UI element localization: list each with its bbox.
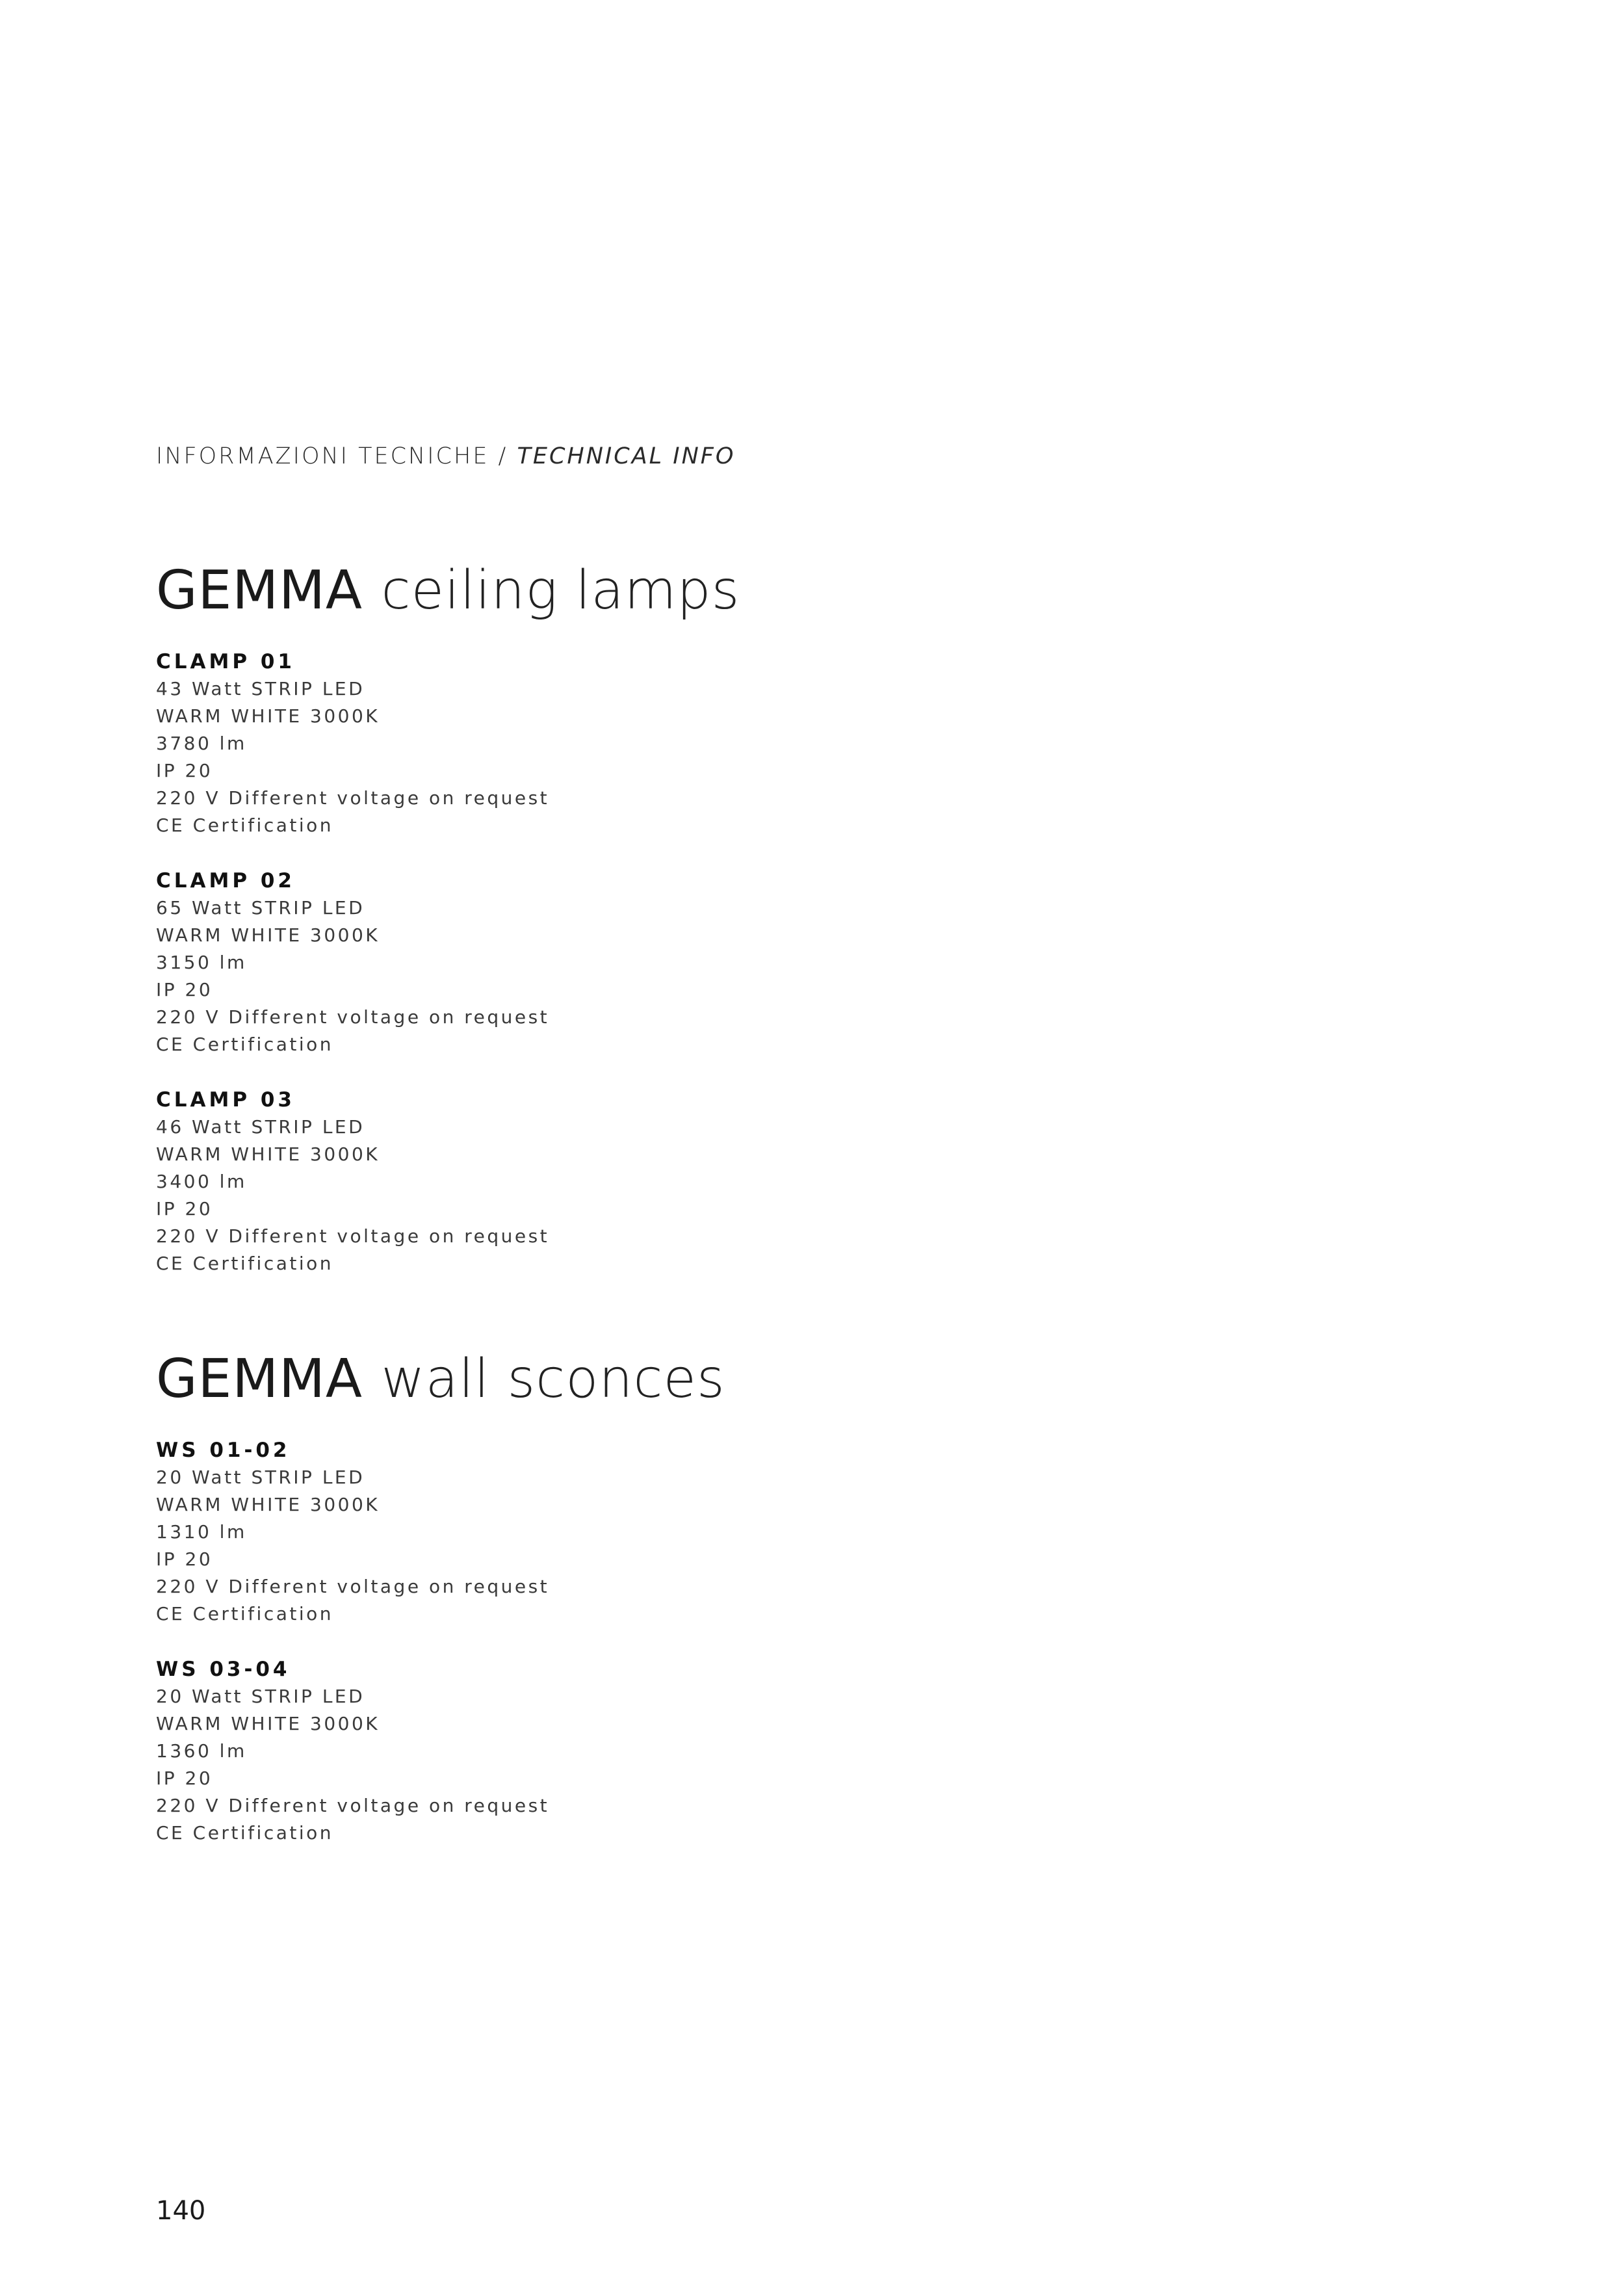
- page-header: [156, 443, 735, 469]
- spec-lumen: 1360 lm: [156, 1740, 247, 1762]
- spec-power: 43 Watt STRIP LED: [156, 678, 365, 699]
- page-number: 140: [156, 2196, 206, 2226]
- spec-certification: CE Certification: [156, 1034, 334, 1055]
- spec-lumen: 3150 lm: [156, 952, 247, 973]
- spec-color-temp: WARM WHITE 3000K: [156, 1143, 380, 1165]
- section-brand: GEMMA: [156, 1348, 363, 1410]
- product-name: CLAMP 02: [156, 869, 295, 893]
- spec-certification: CE Certification: [156, 815, 334, 836]
- spec-power: 20 Watt STRIP LED: [156, 1686, 365, 1707]
- spec-color-temp: WARM WHITE 3000K: [156, 1494, 380, 1515]
- spec-power: 20 Watt STRIP LED: [156, 1467, 365, 1488]
- product-block: [156, 648, 740, 839]
- header-label-it: INFORMAZIONI TECNICHE /: [156, 443, 508, 469]
- product-block: [156, 867, 740, 1058]
- spec-power: 65 Watt STRIP LED: [156, 897, 365, 919]
- spec-ip-rating: IP 20: [156, 979, 213, 1000]
- product-name: WS 03-04: [156, 1658, 291, 1681]
- product-name: CLAMP 01: [156, 650, 295, 673]
- product-name: CLAMP 03: [156, 1088, 295, 1112]
- spec-lumen: 3780 lm: [156, 733, 247, 754]
- spec-ip-rating: IP 20: [156, 1198, 213, 1220]
- product-block: [156, 1656, 725, 1847]
- section-title: [156, 1348, 725, 1410]
- section-title: [156, 560, 740, 621]
- spec-color-temp: WARM WHITE 3000K: [156, 1713, 380, 1734]
- spec-color-temp: WARM WHITE 3000K: [156, 705, 380, 727]
- spec-voltage: 220 V Different voltage on request: [156, 1225, 550, 1247]
- spec-voltage: 220 V Different voltage on request: [156, 1795, 550, 1816]
- product-block: [156, 1437, 725, 1628]
- section-brand: GEMMA: [156, 560, 363, 621]
- spec-certification: CE Certification: [156, 1603, 334, 1624]
- spec-certification: CE Certification: [156, 1822, 334, 1844]
- spec-ip-rating: IP 20: [156, 1768, 213, 1789]
- section-ceiling-lamps: [156, 560, 740, 1277]
- spec-lumen: 3400 lm: [156, 1171, 247, 1192]
- spec-color-temp: WARM WHITE 3000K: [156, 924, 380, 946]
- spec-voltage: 220 V Different voltage on request: [156, 1006, 550, 1028]
- header-label-en: TECHNICAL INFO: [517, 443, 736, 469]
- section-subtitle: ceiling lamps: [381, 560, 740, 621]
- spec-ip-rating: IP 20: [156, 760, 213, 781]
- section-wall-sconces: [156, 1348, 725, 1847]
- spec-voltage: 220 V Different voltage on request: [156, 787, 550, 809]
- spec-power: 46 Watt STRIP LED: [156, 1116, 365, 1138]
- spec-certification: CE Certification: [156, 1253, 334, 1274]
- product-name: WS 01-02: [156, 1439, 291, 1462]
- spec-voltage: 220 V Different voltage on request: [156, 1576, 550, 1597]
- product-block: [156, 1086, 740, 1277]
- spec-lumen: 1310 lm: [156, 1521, 247, 1543]
- spec-ip-rating: IP 20: [156, 1548, 213, 1570]
- section-subtitle: wall sconces: [381, 1348, 725, 1410]
